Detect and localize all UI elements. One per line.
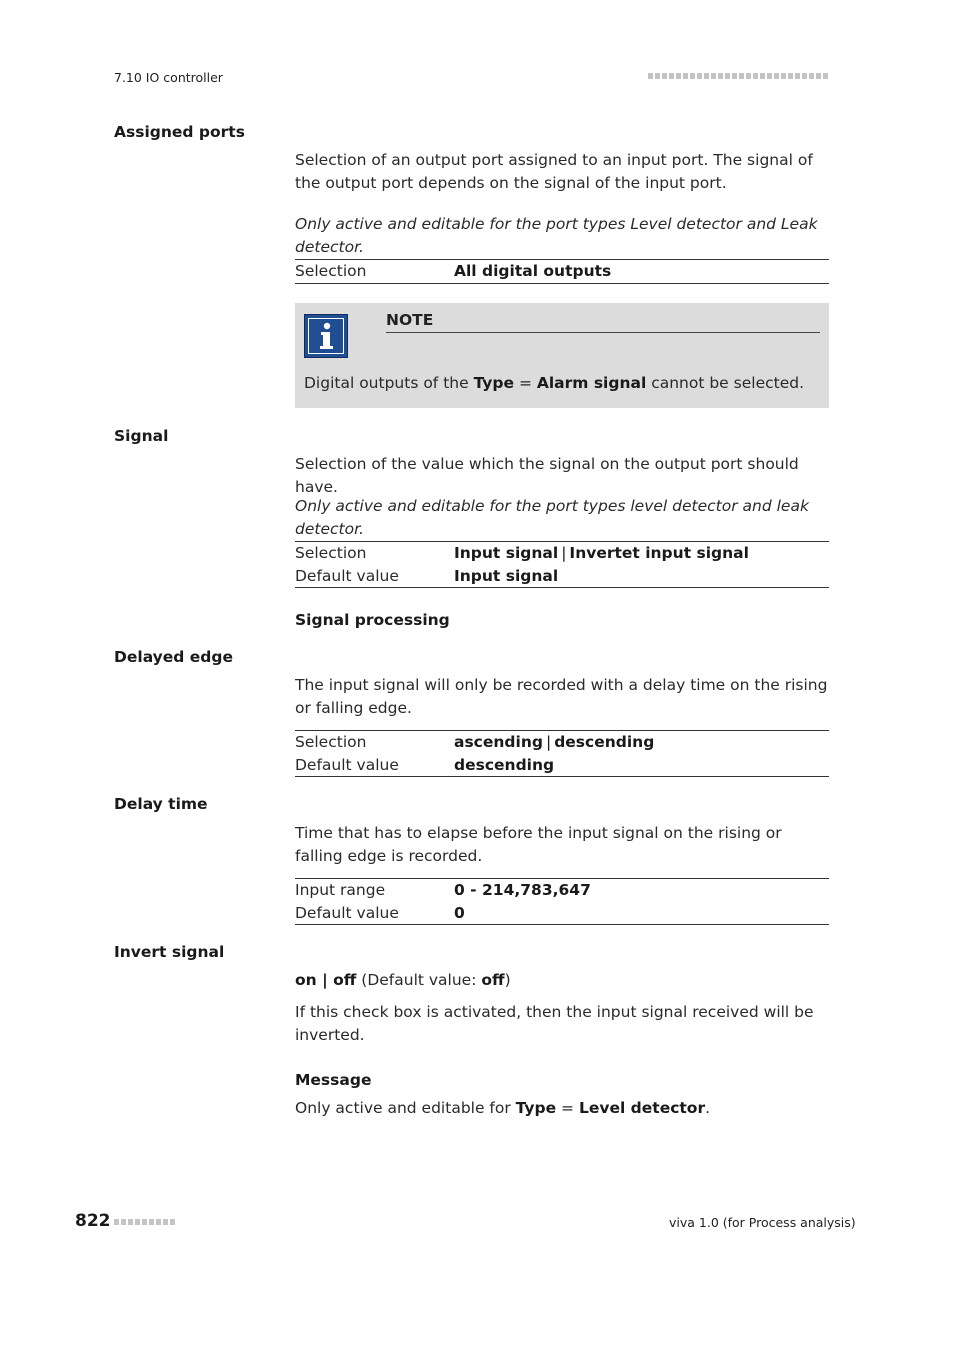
decor-square [128,1219,133,1225]
message-text: Only active and editable for Type = Level detector. [295,1099,711,1117]
signal-description: Selection of the value which the signal on the output port should have. [295,455,799,496]
decor-square [781,73,786,79]
default-value: descending [454,755,555,774]
delayed-edge-heading: Delayed edge [114,648,233,666]
signal-availability: Only active and editable for the port types level detector and leak detector. [295,497,809,538]
selection-value: Input signal | Invertet input signal [454,544,749,562]
decor-square [690,73,695,79]
table-row [295,731,829,754]
note-title: NOTE [386,311,820,333]
signal-processing-subheading: Signal processing [295,611,450,629]
decor-square [711,73,716,79]
decor-square [704,73,709,79]
decor-square [149,1219,154,1225]
delayed-edge-description: The input signal will only be recorded with a delay time on the rising or falling edge. [295,676,828,717]
decor-square [135,1219,140,1225]
default-label: Default value [295,566,399,585]
decor-square [163,1219,168,1225]
default-value: Input signal [454,566,559,585]
delayed-edge-table [295,730,829,777]
product-name: viva 1.0 (for Process analysis) [669,1215,856,1230]
decor-square [142,1219,147,1225]
decor-square [718,73,723,79]
selection-label: Selection [295,262,367,280]
table-row [295,754,829,777]
table-row [295,902,829,925]
decor-square [121,1219,126,1225]
decor-square [746,73,751,79]
decor-square [760,73,765,79]
decor-square [683,73,688,79]
decor-square [676,73,681,79]
decor-square [114,1219,119,1225]
delay-time-description: Time that has to elapse before the input signal on the rising or falling edge is recorded. [295,824,782,865]
signal-heading: Signal [114,427,169,445]
running-header: 7.10 IO controller [114,70,223,85]
table-row [295,542,829,565]
header-decoration [648,73,828,79]
footer-decoration [114,1219,175,1225]
decor-square [662,73,667,79]
invert-signal-options: on | off (Default value: off) [295,971,511,989]
input-range-value: 0 - 214,783,647 [454,881,591,899]
delay-time-table [295,878,829,925]
assigned-ports-table [295,259,829,284]
invert-signal-description: If this check box is activated, then the input signal received will be inverted. [295,1003,814,1044]
decor-square [156,1219,161,1225]
signal-table [295,541,829,588]
decor-square [816,73,821,79]
decor-square [655,73,660,79]
default-value: 0 [454,903,465,922]
delay-time-heading: Delay time [114,795,208,813]
decor-square [767,73,772,79]
decor-square [648,73,653,79]
decor-square [732,73,737,79]
decor-square [795,73,800,79]
decor-square [788,73,793,79]
assigned-ports-availability: Only active and editable for the port types Level detector and Leak detector. [295,215,818,256]
table-row [295,879,829,902]
message-subheading: Message [295,1071,372,1089]
page-number: 822 [75,1211,111,1231]
default-label: Default value [295,903,399,922]
selection-label: Selection [295,733,367,751]
input-range-label: Input range [295,881,386,899]
note-box [295,303,829,408]
decor-square [823,73,828,79]
assigned-ports-description: Selection of an output port assigned to an input port. The signal of the output port depends on the signal of the input port. [295,151,813,192]
decor-square [669,73,674,79]
decor-square [739,73,744,79]
table-row [295,260,829,284]
decor-square [774,73,779,79]
default-label: Default value [295,755,399,774]
selection-label: Selection [295,544,367,562]
note-text: Digital outputs of the Type = Alarm signal cannot be selected. [304,374,805,392]
selection-value: ascending | descending [454,733,655,751]
decor-square [697,73,702,79]
decor-square [753,73,758,79]
decor-square [802,73,807,79]
assigned-ports-heading: Assigned ports [114,123,245,141]
invert-signal-heading: Invert signal [114,943,225,961]
decor-square [170,1219,175,1225]
decor-square [809,73,814,79]
table-row [295,565,829,588]
info-icon [304,314,348,358]
decor-square [725,73,730,79]
selection-value: All digital outputs [454,262,612,280]
